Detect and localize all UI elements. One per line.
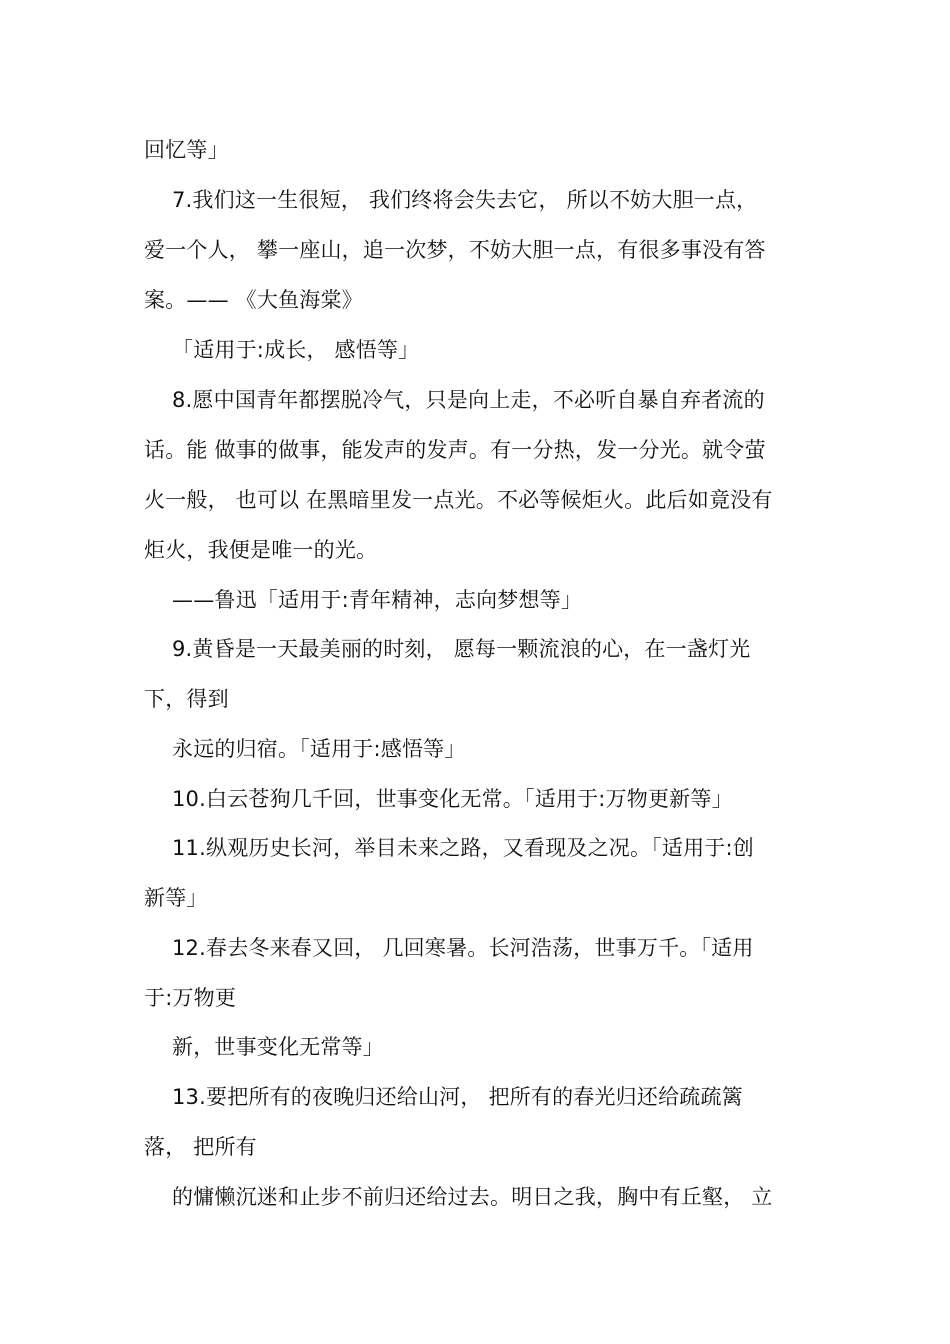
text-line: 13.要把所有的夜晚归还给山河， 把所有的春光归还给疏疏篱 — [172, 1085, 743, 1109]
text-line: 「适用于:成长， 感悟等」 — [172, 338, 420, 362]
text-line: 11.纵观历史长河，举目未来之路，又看现及之况。「适用于:创 — [172, 836, 754, 860]
text-line: 7.我们这一生很短， 我们终将会失去它， 所以不妨大胆一点， — [172, 188, 758, 212]
text-line: 落， 把所有 — [144, 1135, 257, 1159]
text-line: 12.春去冬来春又回， 几回寒暑。长河浩荡，世事万千。「适用 — [172, 936, 754, 960]
text-line: 下，得到 — [144, 687, 229, 711]
text-line: 案。—— 《大鱼海棠》 — [144, 288, 363, 312]
text-line: 于:万物更 — [144, 986, 237, 1010]
text-line: 新，世事变化无常等」 — [172, 1035, 384, 1059]
text-line: 话。能 做事的做事，能发声的发声。有一分热，发一分光。就令萤 — [144, 438, 766, 462]
text-line: 爱一个人， 攀一座山，追一次梦，不妨大胆一点，有很多事没有答 — [144, 238, 766, 262]
text-line: ——鲁迅「适用于:青年精神，志向梦想等」 — [172, 588, 583, 612]
text-line: 炬火，我便是唯一的光。 — [144, 538, 378, 562]
text-line: 永远的归宿。「适用于:感悟等」 — [172, 737, 466, 761]
text-line: 的慵懒沉迷和止步不前归还给过去。明日之我，胸中有丘壑， 立 — [172, 1185, 773, 1209]
text-line: 9.黄昏是一天最美丽的时刻， 愿每一颗流浪的心，在一盏灯光 — [172, 637, 751, 661]
text-line: 10.白云苍狗几千回，世事变化无常。「适用于:万物更新等」 — [172, 787, 733, 811]
text-line: 回忆等」 — [144, 138, 229, 162]
text-line: 火一般， 也可以 在黑暗里发一点光。不必等候炬火。此后如竟没有 — [144, 488, 773, 512]
text-line: 新等」 — [144, 886, 208, 910]
text-line: 8.愿中国青年都摆脱冷气，只是向上走，不必听自暴自弃者流的 — [172, 388, 765, 412]
